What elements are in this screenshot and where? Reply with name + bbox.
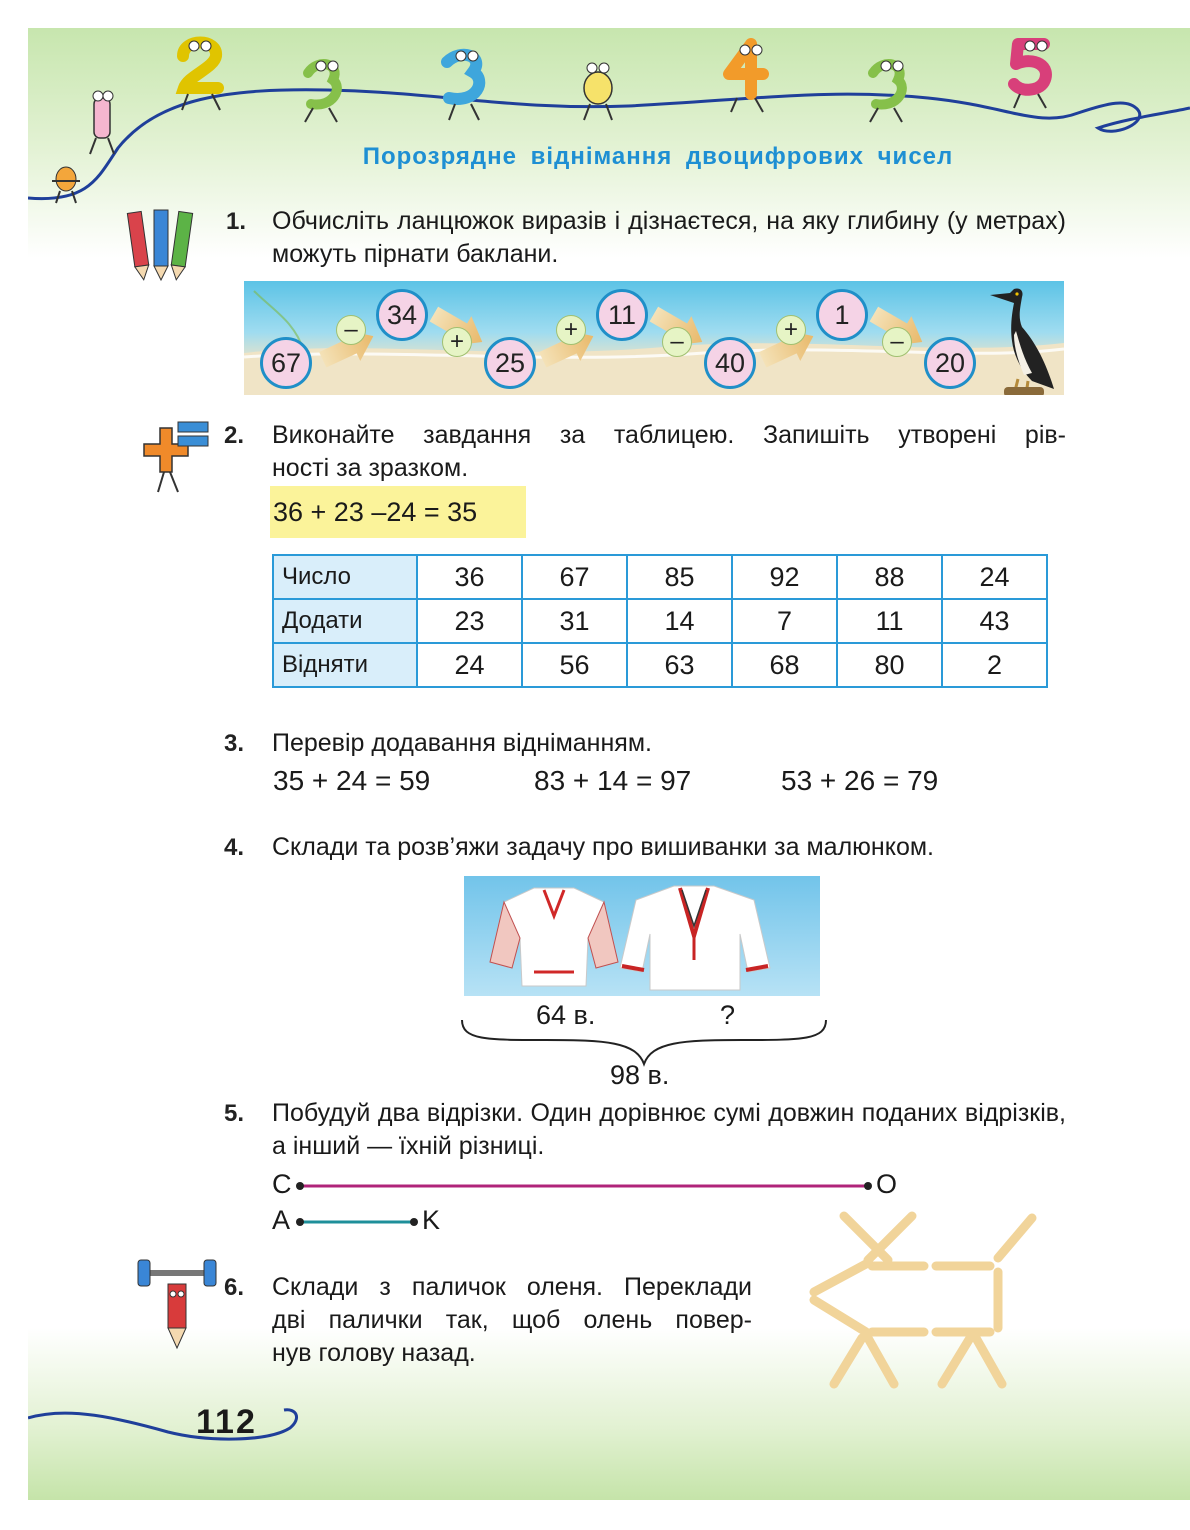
- chain-operator: +: [776, 315, 806, 345]
- digit-character-green-2: [870, 61, 903, 122]
- footer-wave: [28, 1388, 328, 1458]
- segment-point-label: A: [272, 1205, 291, 1235]
- task-6-text-line3: нув голову назад.: [272, 1339, 476, 1367]
- task-2-text-line1: Виконайте завдання за таблицею. Запишіть утворені рів-: [272, 421, 1066, 449]
- digit-character-4: [729, 44, 763, 112]
- page-title: Порозрядне віднімання двоцифрових чисел: [362, 143, 954, 170]
- cormorant-bird: [980, 283, 1064, 395]
- table-cell: 92: [732, 555, 837, 599]
- page-number: 112: [196, 1403, 257, 1441]
- table-cell: 85: [627, 555, 732, 599]
- chain-operator: –: [336, 315, 366, 345]
- math-symbols-icon: [134, 418, 218, 496]
- task-6-text-line2: дві палички так, щоб олень повер-: [272, 1306, 752, 1334]
- point-a: [296, 1218, 304, 1226]
- total-quantity-label: 98 в.: [610, 1060, 670, 1090]
- embroidered-shirts-picture: [464, 876, 820, 996]
- table-cell: 7: [732, 599, 837, 643]
- chain-value: 34: [376, 289, 428, 341]
- table-row: [273, 599, 1047, 643]
- segment-point-label: O: [876, 1169, 898, 1199]
- point-k: [410, 1218, 418, 1226]
- task-1-number: 1.: [226, 208, 247, 235]
- table-cell: 2: [942, 643, 1047, 687]
- chain-value: 25: [484, 337, 536, 389]
- task-5-text: Побудуй два відрізки. Один дорівнює сумі довжин поданих відрізків, а інший — їхній різниці.: [272, 1099, 1066, 1160]
- digit-character-green: [305, 61, 338, 122]
- textbook-page: [28, 28, 1190, 1500]
- chain-value: 40: [704, 337, 756, 389]
- task-3-number: 3.: [224, 730, 245, 757]
- chain-value: 20: [924, 337, 976, 389]
- equation: 35 + 24 = 59: [273, 765, 431, 796]
- chain-value: 1: [816, 289, 868, 341]
- task-2-table: [272, 554, 1048, 688]
- table-cell: 24: [942, 555, 1047, 599]
- matchstick-deer: [804, 1208, 1044, 1390]
- header-decoration: [28, 28, 1190, 228]
- table-cell: 88: [837, 555, 942, 599]
- task-4-number: 4.: [224, 834, 245, 861]
- row-label: Число: [273, 555, 417, 599]
- blouse-image: [490, 888, 618, 986]
- task-1-text: Обчисліть ланцюжок виразів і дізнаєтеся, на яку глибину (у метрах) можуть пірнати баклани.: [272, 207, 1066, 268]
- table-cell: 31: [522, 599, 627, 643]
- chain-operator: –: [882, 327, 912, 357]
- chain-operator: +: [556, 315, 586, 345]
- table-cell: 36: [417, 555, 522, 599]
- table-cell: 80: [837, 643, 942, 687]
- table-row: [273, 555, 1047, 599]
- table-cell: 43: [942, 599, 1047, 643]
- digit-character-1: [90, 91, 114, 154]
- shirt-image: [620, 886, 770, 990]
- digit-character-3: [447, 51, 479, 120]
- chain-operator: +: [442, 327, 472, 357]
- chain-value: 11: [596, 289, 648, 341]
- unknown-quantity-label: ?: [720, 1000, 736, 1030]
- task-3-text: Перевір додавання відніманням.: [272, 729, 652, 757]
- table-cell: 24: [417, 643, 522, 687]
- chain-operator: –: [662, 327, 692, 357]
- task-5-number: 5.: [224, 1100, 245, 1127]
- table-cell: 63: [627, 643, 732, 687]
- left-quantity-label: 64 в.: [536, 1000, 596, 1030]
- digit-character-yellow: [584, 63, 612, 120]
- table-cell: 68: [732, 643, 837, 687]
- table-cell: 56: [522, 643, 627, 687]
- pencils-icon: [120, 206, 200, 282]
- point-c: [296, 1182, 304, 1190]
- task-2-number: 2.: [224, 422, 245, 449]
- equation: 53 + 26 = 79: [781, 765, 939, 796]
- table-cell: 11: [837, 599, 942, 643]
- task-6-number: 6.: [224, 1274, 245, 1301]
- row-label: Відняти: [273, 643, 417, 687]
- table-cell: 67: [522, 555, 627, 599]
- segments-drawing: [288, 1174, 888, 1234]
- sample-equation: 36 + 23 –24 = 35: [270, 486, 526, 538]
- segment-point-label: K: [422, 1205, 441, 1235]
- row-label: Додати: [273, 599, 417, 643]
- table-row: [273, 643, 1047, 687]
- digit-character-5: [1014, 41, 1047, 108]
- chain-value: 67: [260, 337, 312, 389]
- point-o: [864, 1182, 872, 1190]
- weightlifter-pencil-icon: [136, 1256, 220, 1352]
- table-cell: 23: [417, 599, 522, 643]
- cormorant-chain-banner: [244, 281, 1064, 395]
- task-4-text: Склади та розв’яжи задачу про вишиванки за малюнком.: [272, 833, 934, 861]
- task-6-text-line1: Склади з паличок оленя. Переклади: [272, 1273, 752, 1301]
- segment-point-label: C: [272, 1169, 292, 1199]
- task-2-text-line2: ності за зразком.: [272, 454, 469, 482]
- equation: 83 + 14 = 97: [534, 765, 692, 796]
- table-cell: 14: [627, 599, 732, 643]
